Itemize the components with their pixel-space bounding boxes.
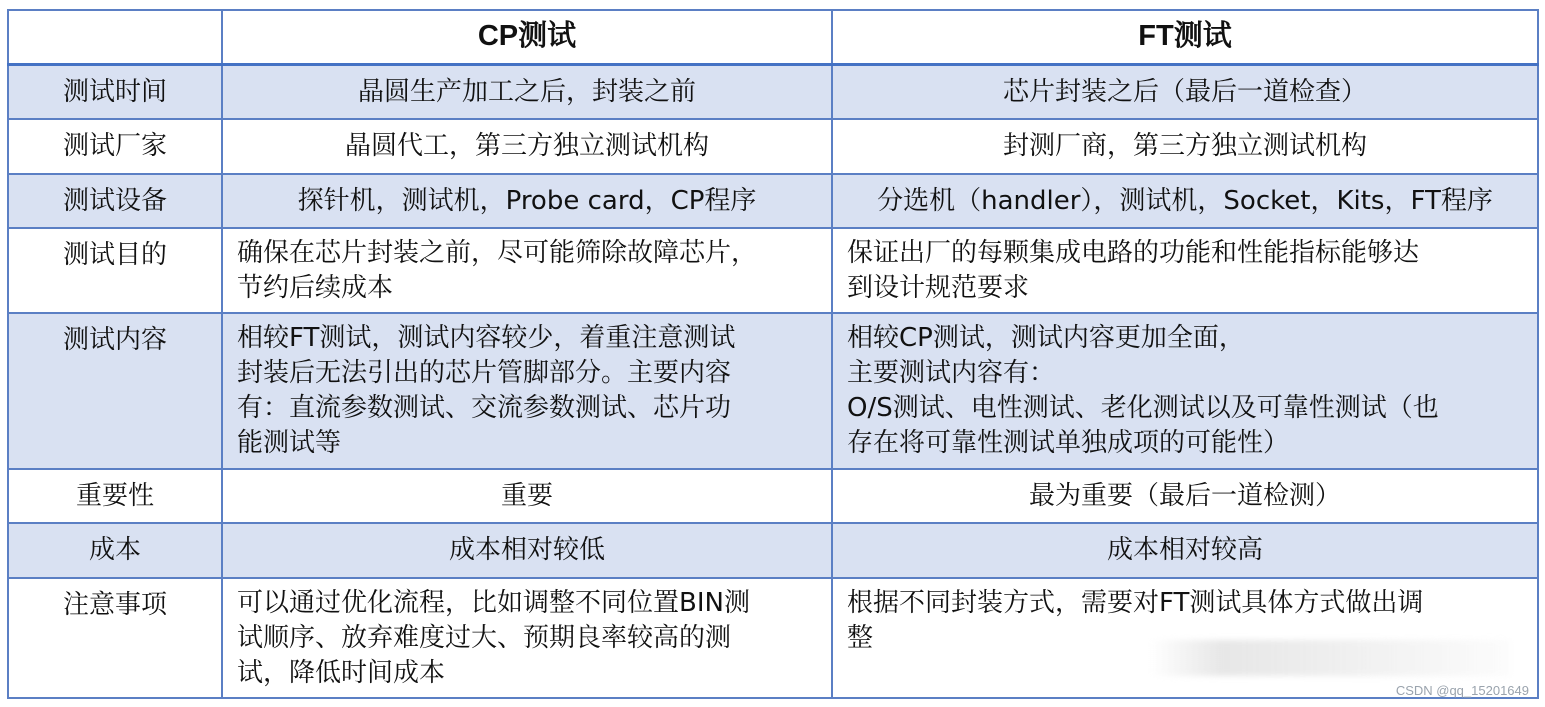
header-ft: FT测试 [832, 10, 1538, 64]
ft-cell-line: 保证出厂的每颗集成电路的功能和性能指标能够达 [847, 238, 1420, 268]
ft-cell [832, 578, 1538, 698]
cp-cell-line: 能测试等 [237, 428, 342, 458]
ft-cell-line: 到设计规范要求 [847, 273, 1030, 303]
cp-cell [222, 119, 832, 174]
ft-cell-line: 封测厂商，第三方独立测试机构 [1002, 131, 1367, 161]
cp-cell-line: 晶圆代工，第三方独立测试机构 [344, 131, 709, 161]
cp-cell-line: 试顺序、放弃难度过大、预期良率较高的测 [237, 623, 732, 653]
blurred-overlay [1150, 640, 1510, 676]
comparison-table [7, 9, 1539, 699]
ft-cell-line: O/S测试、电性测试、老化测试以及可靠性测试（也 [847, 393, 1439, 423]
table-row [8, 174, 1538, 228]
cp-cell [222, 174, 832, 228]
cp-cell-line: 相较FT测试，测试内容较少，着重注意测试 [237, 323, 736, 353]
ft-cell-line: 主要测试内容有： [847, 358, 1056, 388]
ft-cell-line: 成本相对较高 [1106, 535, 1263, 565]
header-row [8, 10, 1538, 64]
ft-cell-line: 整 [847, 623, 874, 653]
cp-cell [222, 523, 832, 578]
row-label: 测试内容 [8, 313, 222, 469]
ft-cell-line: 根据不同封装方式，需要对FT测试具体方式做出调 [847, 588, 1424, 618]
table-row [8, 228, 1538, 313]
cp-cell [222, 228, 832, 313]
ft-cell-line: 存在将可靠性测试单独成项的可能性） [847, 428, 1290, 458]
ft-cell [832, 64, 1538, 119]
cp-cell-line: 有：直流参数测试、交流参数测试、芯片功 [237, 393, 732, 423]
table-row [8, 469, 1538, 523]
header-empty-cell [8, 10, 222, 64]
ft-cell [832, 228, 1538, 313]
cp-cell-line: 重要 [500, 481, 553, 511]
cp-cell-line: 可以通过优化流程，比如调整不同位置BIN测 [237, 588, 750, 618]
table-row [8, 313, 1538, 469]
table-row [8, 523, 1538, 578]
cp-cell-line: 封装后无法引出的芯片管脚部分。主要内容 [237, 358, 732, 388]
row-label: 测试时间 [8, 64, 222, 119]
table-row [8, 578, 1538, 698]
watermark: CSDN @qq_15201649 [1395, 683, 1529, 698]
ft-cell-line: 相较CP测试，测试内容更加全面， [847, 323, 1245, 353]
ft-cell-line: 最为重要（最后一道检测） [1028, 481, 1341, 511]
cp-cell-line: 节约后续成本 [237, 273, 394, 303]
table-row [8, 64, 1538, 119]
cp-cell [222, 469, 832, 523]
cp-cell [222, 64, 832, 119]
ft-cell [832, 469, 1538, 523]
cp-cell-line: 确保在芯片封装之前，尽可能筛除故障芯片， [237, 238, 758, 268]
row-label: 测试设备 [8, 174, 222, 228]
cp-cell-line: 试，降低时间成本 [237, 658, 446, 688]
ft-cell [832, 523, 1538, 578]
row-label: 测试厂家 [8, 119, 222, 174]
cp-cell-line: 成本相对较低 [448, 535, 605, 565]
ft-cell [832, 313, 1538, 469]
header-cp: CP测试 [222, 10, 832, 64]
cp-cell [222, 578, 832, 698]
row-label: 注意事项 [8, 578, 222, 698]
ft-cell [832, 174, 1538, 228]
ft-cell-line: 分选机（handler），测试机，Socket，Kits，FT程序 [877, 186, 1493, 216]
row-label: 重要性 [8, 469, 222, 523]
cp-cell [222, 313, 832, 469]
cp-cell-line: 晶圆生产加工之后，封装之前 [357, 76, 696, 107]
ft-cell-line: 芯片封装之后（最后一道检查） [1002, 76, 1367, 107]
row-label: 成本 [8, 523, 222, 578]
ft-cell [832, 119, 1538, 174]
cp-cell-line: 探针机，测试机，Probe card，CP程序 [297, 186, 757, 216]
row-label: 测试目的 [8, 228, 222, 313]
table-row [8, 119, 1538, 174]
